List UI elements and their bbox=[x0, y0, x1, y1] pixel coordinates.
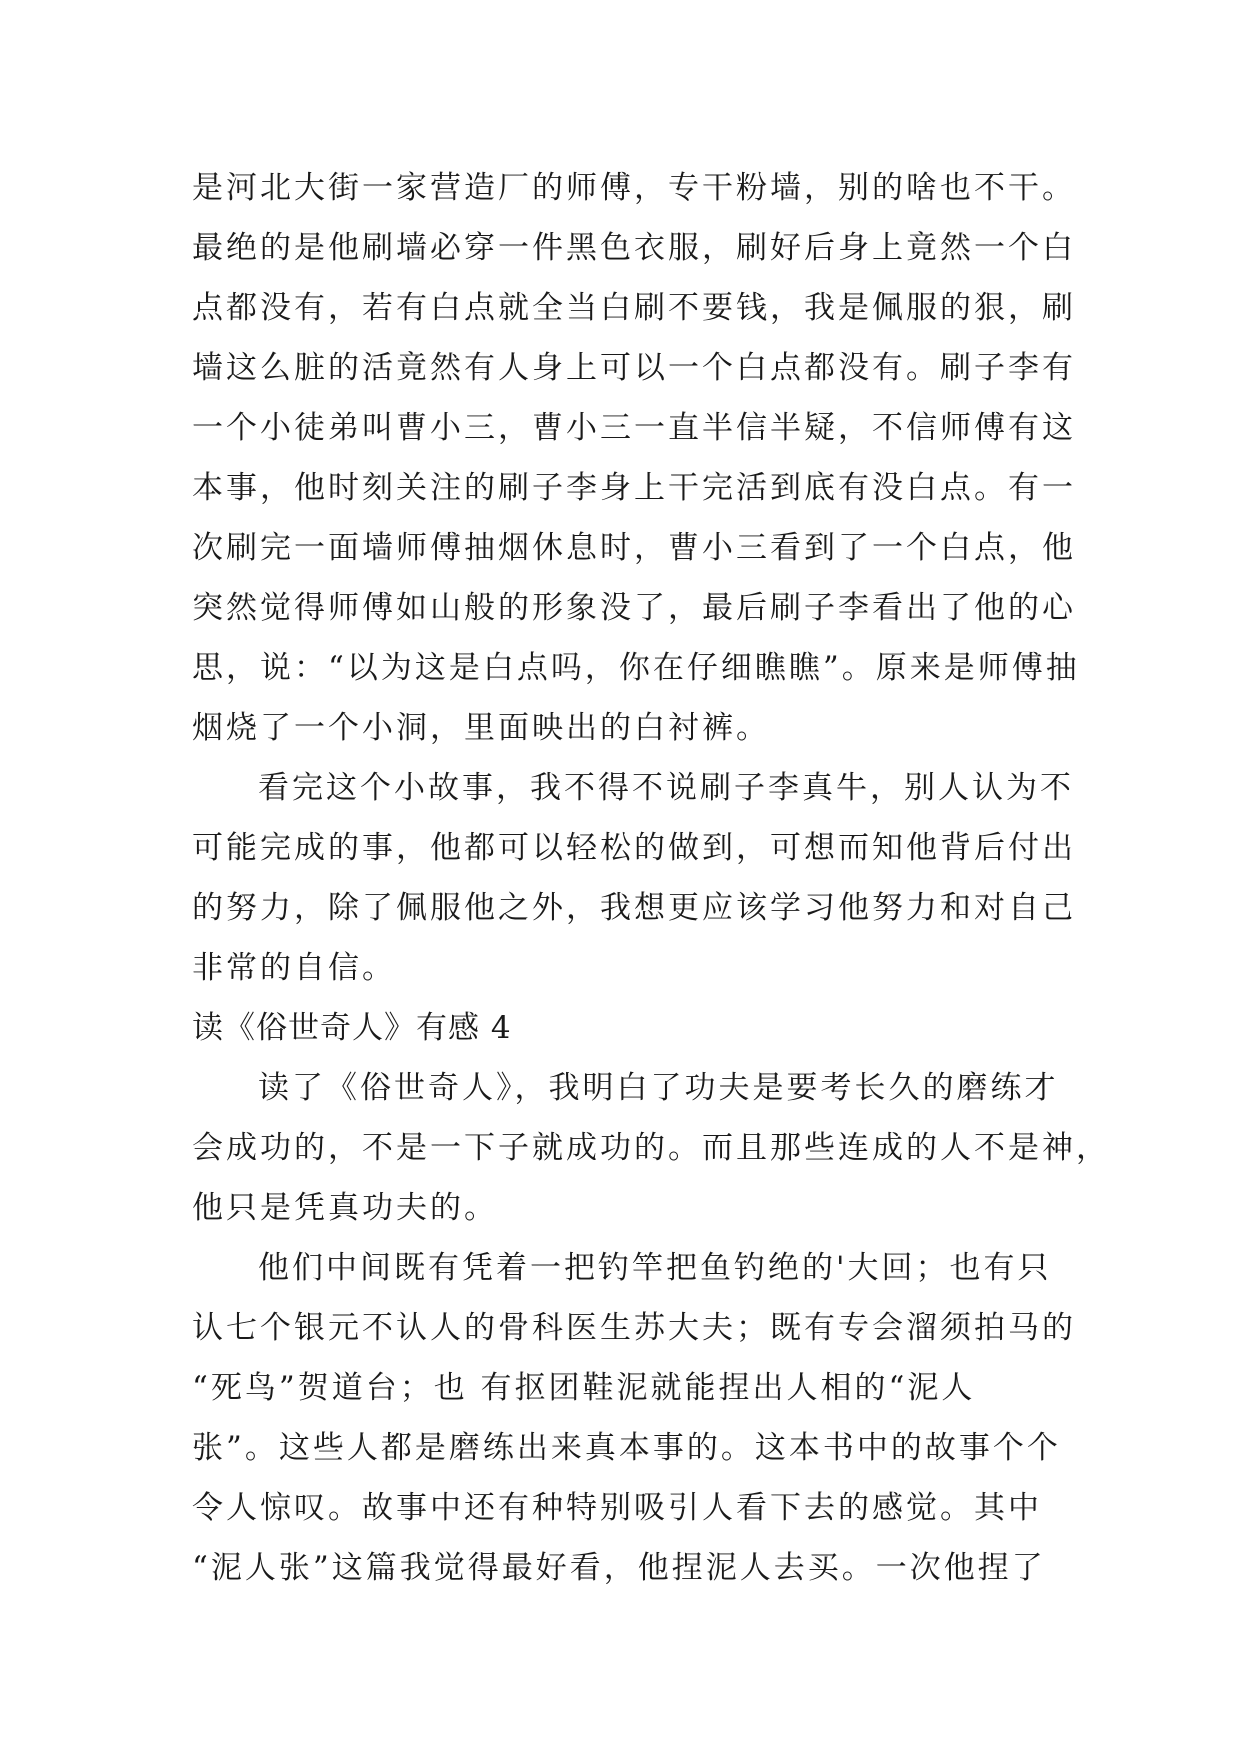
text-line: 思，说：“以为这是白点吗，你在仔细瞧瞧”。原来是师傅抽 bbox=[192, 650, 1080, 686]
heading-line: 读《俗世奇人》有感 4 bbox=[192, 1010, 512, 1046]
text-line: “泥人张”这篇我觉得最好看，他捏泥人去买。一次他捏了 bbox=[192, 1550, 1046, 1586]
text-line: 烟烧了一个小洞，里面映出的白衬裤。 bbox=[192, 710, 770, 746]
text-line: 非常的自信。 bbox=[192, 950, 396, 986]
text-line: 点都没有，若有白点就全当白刷不要钱，我是佩服的狠，刷 bbox=[192, 290, 1076, 326]
text-line: 会成功的，不是一下子就成功的。而且那些连成的人不是神， bbox=[192, 1130, 1110, 1166]
text-line: 令人惊叹。故事中还有种特别吸引人看下去的感觉。其中 bbox=[192, 1490, 1042, 1526]
text-line: “死鸟”贺道台；也 有抠团鞋泥就能捏出人相的“泥人 bbox=[192, 1370, 976, 1406]
text-line: 他们中间既有凭着一把钓竿把鱼钓绝的'大回；也有只 bbox=[258, 1250, 1052, 1286]
text-line: 的努力，除了佩服他之外，我想更应该学习他努力和对自己 bbox=[192, 890, 1076, 926]
text-line: 是河北大街一家营造厂的师傅，专干粉墙，别的啥也不干。 bbox=[192, 170, 1076, 206]
text-line: 墙这么脏的活竟然有人身上可以一个白点都没有。刷子李有 bbox=[192, 350, 1076, 386]
text-line: 可能完成的事，他都可以轻松的做到，可想而知他背后付出 bbox=[192, 830, 1076, 866]
text-line: 他只是凭真功夫的。 bbox=[192, 1190, 498, 1226]
text-line: 读了《俗世奇人》，我明白了功夫是要考长久的磨练才 bbox=[258, 1070, 1059, 1106]
text-line: 认七个银元不认人的骨科医生苏大夫；既有专会溜须拍马的 bbox=[192, 1310, 1076, 1346]
text-line: 一个小徒弟叫曹小三，曹小三一直半信半疑，不信师傅有这 bbox=[192, 410, 1076, 446]
section-heading bbox=[192, 998, 1092, 1058]
text-line: 突然觉得师傅如山般的形象没了，最后刷子李看出了他的心 bbox=[192, 590, 1076, 626]
text-line: 张”。这些人都是磨练出来真本事的。这本书中的故事个个 bbox=[192, 1430, 1061, 1466]
paragraph-3 bbox=[192, 1058, 1110, 1238]
text-line: 次刷完一面墙师傅抽烟休息时，曹小三看到了一个白点，他 bbox=[192, 530, 1076, 566]
document-body bbox=[192, 158, 1110, 1598]
paragraph-2 bbox=[192, 758, 1092, 998]
text-line: 本事，他时刻关注的刷子李身上干完活到底有没白点。有一 bbox=[192, 470, 1076, 506]
text-line: 看完这个小故事，我不得不说刷子李真牛，别人认为不 bbox=[258, 770, 1074, 806]
paragraph-4 bbox=[192, 1238, 1092, 1598]
text-line: 最绝的是他刷墙必穿一件黑色衣服，刷好后身上竟然一个白 bbox=[192, 230, 1076, 266]
paragraph-1 bbox=[192, 158, 1092, 758]
